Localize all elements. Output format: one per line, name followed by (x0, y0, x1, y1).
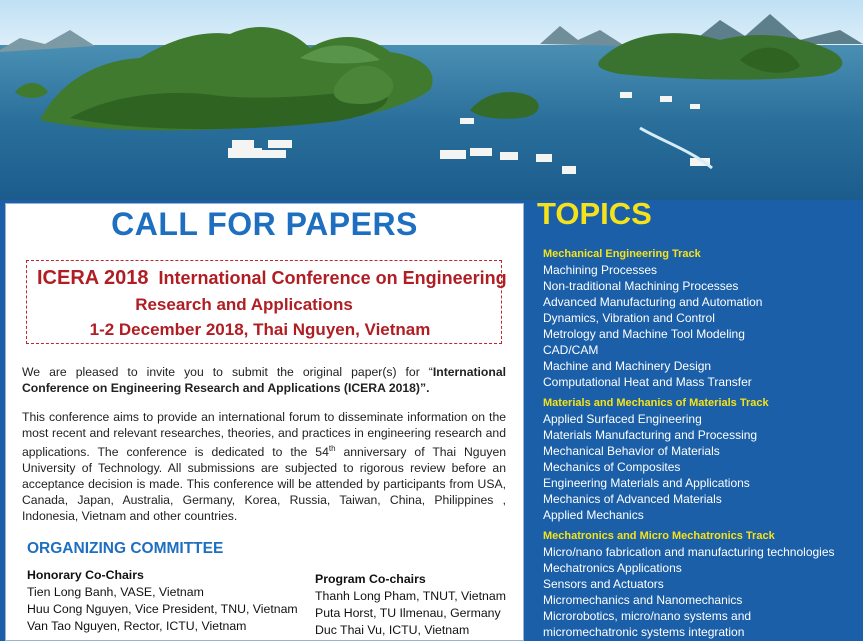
topic-item: Microrobotics, micro/nano systems and (543, 609, 752, 623)
honorary-member: Tien Long Banh, VASE, Vietnam (27, 585, 204, 599)
call-for-papers-heading: CALL FOR PAPERS (111, 206, 418, 242)
conference-name-part1: International Conference on Engineering (158, 268, 507, 288)
honorary-heading: Honorary Co-Chairs (27, 568, 144, 582)
conference-info-box (26, 260, 507, 344)
aims-superscript: th (328, 444, 336, 453)
aims-text-after: anniversary of Thai Nguyen University of Technology. All submissions are subjected to rigorous review before an acceptance decision is made. This conference will be attended by participants from USA, Canada, Japan, Australia, Germany, Korea, Russia, Taiwan, China, Philippines , Indonesia, Vietnam and other countries. (22, 445, 506, 524)
track-heading: Mechanical Engineering Track (543, 248, 701, 260)
invitation-paragraph (22, 364, 506, 396)
topic-item: Machining Processes (543, 263, 658, 277)
topic-item: Sensors and Actuators (543, 577, 664, 591)
topic-item: CAD/CAM (543, 343, 599, 357)
topics-list (543, 246, 863, 640)
topic-item: Computational Heat and Mass Transfer (543, 375, 752, 389)
topic-item: Micromechanics and Nanomechanics (543, 593, 743, 607)
aims-text-before: This conference aims to provide an international forum to disseminate information on the most recent and relevant researches, theories, and practices in engineering research and applications. The conference is dedicated to the 54 (22, 410, 506, 460)
conference-acronym: ICERA 2018 (37, 267, 149, 289)
invitation-bold-text: International Conference on Engineering Research and Applications (ICERA 2018)”. (22, 365, 506, 395)
bay-landscape-image (0, 0, 863, 200)
conference-date-place: 1-2 December 2018, Thai Nguyen, Vietnam (89, 320, 431, 339)
conference-title-line (37, 267, 507, 290)
track-heading: Mechatronics and Micro Mechatronics Track (543, 530, 775, 542)
program-member: Duc Thai Vu, ICTU, Vietnam (315, 623, 470, 637)
aims-paragraph (22, 409, 506, 524)
topic-item: Applied Mechanics (543, 508, 644, 522)
program-member: Thanh Long Pham, TNUT, Vietnam (315, 589, 506, 603)
organizing-committee-heading: ORGANIZING COMMITTEE (27, 540, 224, 557)
topic-item: Micro/nano fabrication and manufacturing technologies (543, 545, 835, 559)
topics-panel (530, 196, 863, 641)
topic-item: Advanced Manufacturing and Automation (543, 295, 763, 309)
invitation-text: We are pleased to invite you to submit the original paper(s) for “ (22, 365, 433, 379)
banner-photo (0, 0, 863, 200)
topic-item: Non-traditional Machining Processes (543, 279, 739, 293)
topic-item: Applied Surfaced Engineering (543, 412, 702, 426)
topic-item: Materials Manufacturing and Processing (543, 428, 758, 442)
topic-item: Engineering Materials and Applications (543, 476, 750, 490)
topic-item: Mechanical Behavior of Materials (543, 444, 720, 458)
honorary-member: Van Tao Nguyen, Rector, ICTU, Vietnam (27, 619, 247, 633)
honorary-member: Huu Cong Nguyen, Vice President, TNU, Vietnam (27, 602, 298, 616)
conference-name-part2: Research and Applications (135, 295, 353, 314)
track-heading: Materials and Mechanics of Materials Track (543, 397, 769, 409)
topics-heading: TOPICS (537, 196, 652, 231)
topic-item: Mechatronics Applications (543, 561, 682, 575)
program-co-chairs (315, 571, 506, 639)
topic-item: micromechatronic systems integration (543, 625, 745, 639)
topic-item: Mechanics of Advanced Materials (543, 492, 722, 506)
program-heading: Program Co-chairs (315, 572, 426, 586)
topic-item: Metrology and Machine Tool Modeling (543, 327, 745, 341)
topic-item: Dynamics, Vibration and Control (543, 311, 715, 325)
topic-item: Mechanics of Composites (543, 460, 681, 474)
program-member: Puta Horst, TU Ilmenau, Germany (315, 606, 501, 620)
topic-item: Machine and Machinery Design (543, 359, 712, 373)
call-for-papers-panel (5, 203, 524, 641)
honorary-co-chairs (27, 567, 298, 635)
